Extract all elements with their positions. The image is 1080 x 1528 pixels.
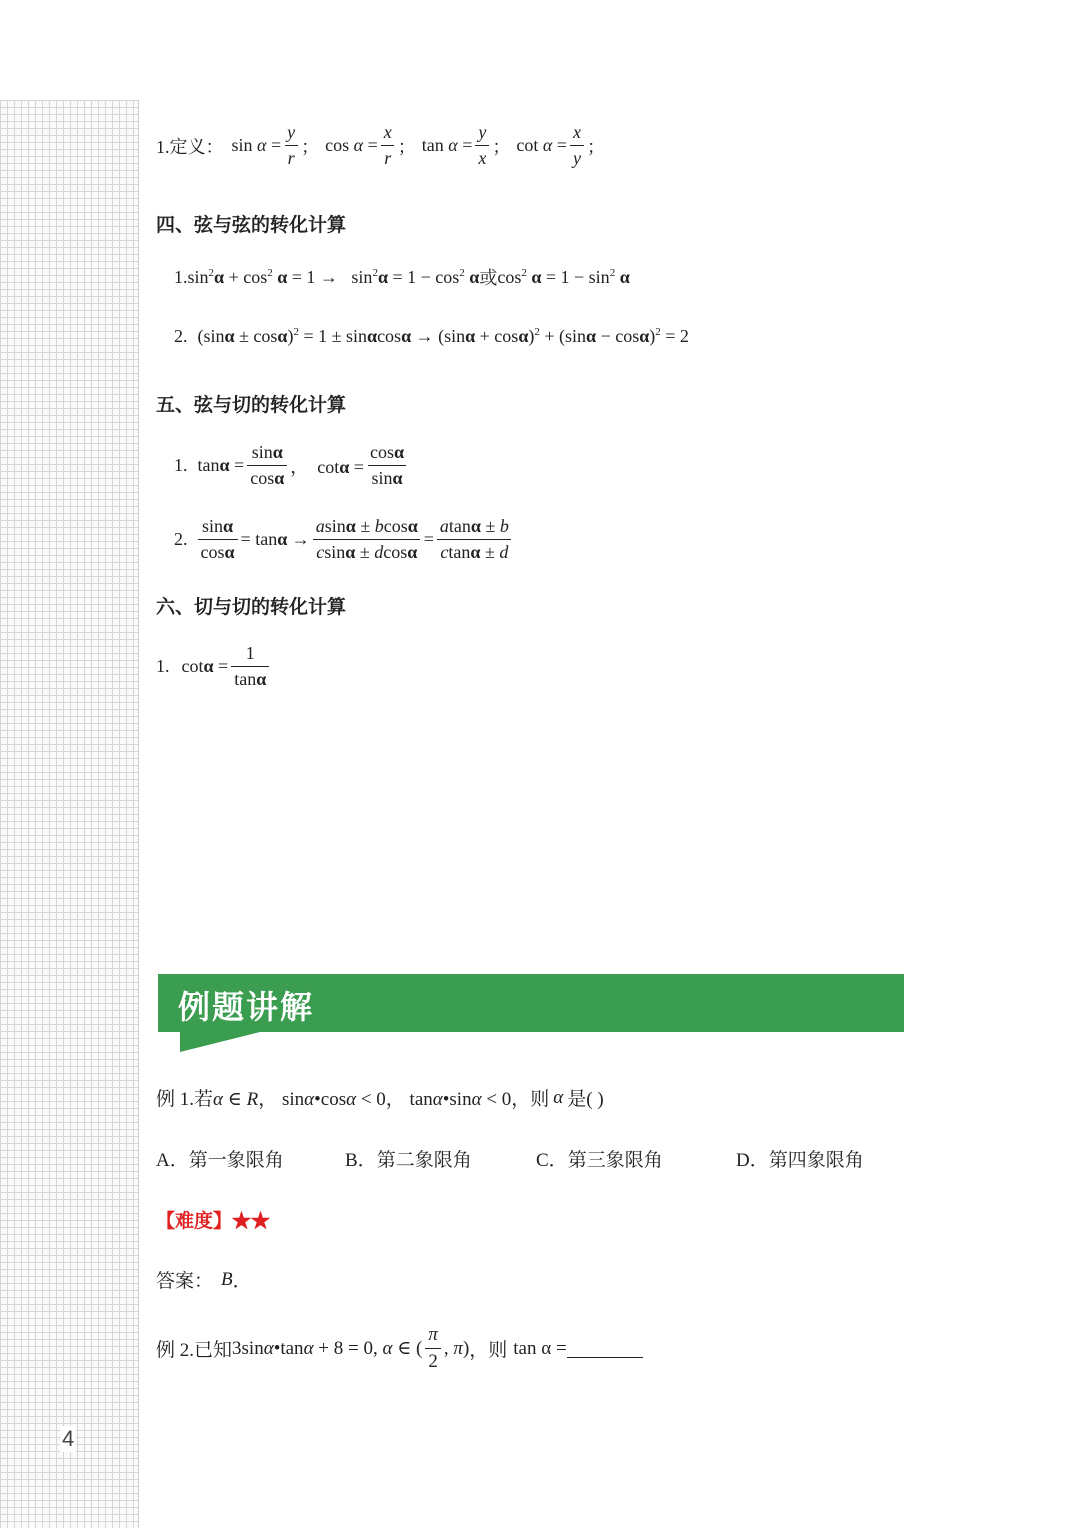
choice-d[interactable]: D．第四象限角 <box>736 1150 864 1171</box>
answer-blank[interactable] <box>567 1339 643 1358</box>
frac-asin-bcos: $\frac{asin\alpha \pm bcos\alpha}{csin\alpha \pm dcos\alpha}$ <box>313 516 421 563</box>
frac-x-y: $\frac{x}{y}$ <box>570 122 584 169</box>
frac-sin-cos-2: $\frac{\sin\alpha}{\cos\alpha}$ <box>198 516 238 563</box>
example-1-question: 例 1.若 α ∈ R， sinα•cosα < 0， tanα•sinα < 0 ，则 α 是( ) <box>156 1086 604 1110</box>
choice-a[interactable]: A．第一象限角 <box>156 1150 284 1171</box>
heading-section-6: 六、切与切的转化计算 <box>156 597 347 618</box>
grid-margin-decoration <box>0 100 139 1528</box>
choice-c[interactable]: C．第三象限角 <box>536 1150 663 1171</box>
difficulty-rating: 【难度】★★ <box>156 1211 271 1232</box>
frac-cos-sin: $\frac{\cos\alpha}{\sin\alpha}$ <box>369 442 404 488</box>
difficulty-stars: ★★ <box>232 1211 271 1232</box>
example-1-answer: 答案： B ． <box>156 1268 252 1292</box>
heading-section-4: 四、弦与弦的转化计算 <box>156 215 347 236</box>
banner-tail <box>180 1032 260 1052</box>
definition-label: 1.定义： <box>156 136 224 157</box>
formula-4-1: 1. $\sin^2\alpha + \cos^2 \alpha = 1 \to \sin^2\alpha = 1 - \cos^2 \alpha$ 或 $\cos^2 \alpha = 1 - \sin^2 \alpha$ <box>174 266 630 288</box>
formula-5-2: 2. $\frac{\sin\alpha}{\cos\alpha}$ = tanα → $\frac{asin\alpha \pm bcos\alpha}{csin\alpha \pm dcos\alpha}$ = $\frac{atan\alpha \pm b}{ctan\alpha \pm d}$ <box>174 516 515 563</box>
banner-title: 例题讲解 <box>178 988 315 1026</box>
formula-4-2: 2. $(\sin\alpha \pm \cos\alpha)^2 = 1 \pm \sin\alpha\cos\alpha \to (\sin\alpha + \cos\alpha)^2 + (\sin\alpha - \cos\alpha)^2 = 2$ <box>174 326 689 346</box>
answer-value: B <box>221 1268 233 1290</box>
formula-6-1: 1. cotα = $\frac{1}{\tan\alpha}$ <box>156 643 272 690</box>
frac-pi-2: $\frac{\pi}{2}$ <box>425 1324 441 1373</box>
choice-b[interactable]: B．第二象限角 <box>345 1150 472 1171</box>
formula-5-1: 1. tanα = $\frac{\sin\alpha}{\cos\alpha}$ ， cotα = $\frac{\cos\alpha}{\sin\alpha}$ <box>174 442 410 489</box>
frac-atan-b: $\frac{atan\alpha \pm b}{ctan\alpha \pm d}$ <box>437 516 512 563</box>
example-2-question: 例 2.已知 3sinα•tanα + 8 = 0, α ∈ ( $\frac{\pi}{2}$ , π) ，则 tan α = <box>156 1324 643 1373</box>
definition-line: 1.定义： sin α = $\frac{y}{r}$ ； cos α = $\frac{x}{r}$ ； tan α = $\frac{y}{x}$ ； cot α = $\frac{x}{y}$ ； <box>156 122 605 168</box>
frac-sin-cos: $\frac{\sin\alpha}{\cos\alpha}$ <box>247 442 287 489</box>
frac-y-x: $\frac{y}{x}$ <box>475 122 489 169</box>
page-number: 4 <box>62 1426 75 1451</box>
heading-section-5: 五、弦与切的转化计算 <box>156 395 347 416</box>
frac-y-r: $\frac{y}{r}$ <box>284 122 298 169</box>
frac-x-r: $\frac{x}{r}$ <box>381 122 395 169</box>
frac-1-tan: $\frac{1}{\tan\alpha}$ <box>231 643 269 690</box>
